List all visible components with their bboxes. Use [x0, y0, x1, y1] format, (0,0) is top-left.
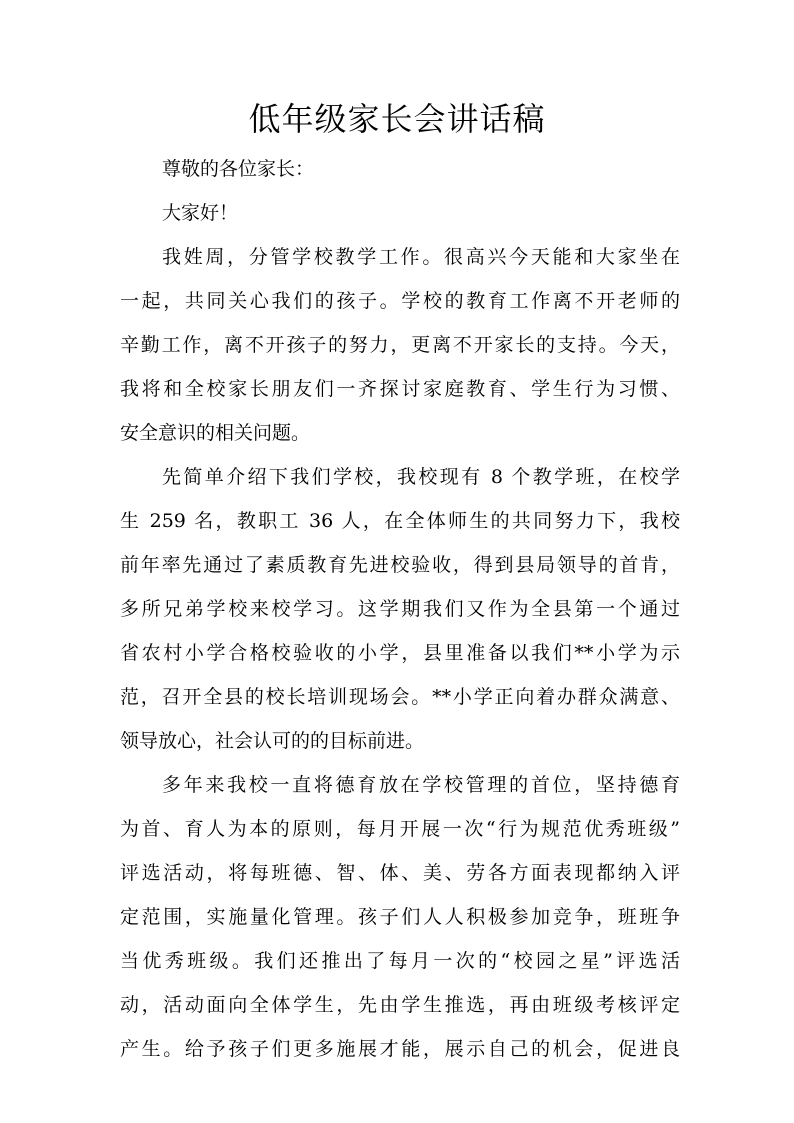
paragraph-line: 先简单介绍下我们学校，我校现有 8 个教学班，在校学: [162, 466, 680, 488]
salutation-line: 尊敬的各位家长：: [162, 158, 315, 180]
paragraph-line: 生 259 名，教职工 36 人，在全体师生的共同努力下，我校: [120, 510, 680, 532]
paragraph-line: 省农村小学合格校验收的小学，县里准备以我们**小学为示: [120, 642, 680, 664]
paragraph-line: 我姓周，分管学校教学工作。很高兴今天能和大家坐在: [162, 246, 680, 268]
document-title: 低年级家长会讲话稿: [248, 100, 546, 138]
paragraph-line: 评选活动，将每班德、智、体、美、劳各方面表现都纳入评: [120, 862, 680, 884]
paragraph-line: 多所兄弟学校来校学习。这学期我们又作为全县第一个通过: [120, 598, 680, 620]
paragraph-line: 安全意识的相关问题。: [120, 422, 311, 444]
paragraph-line: 辛勤工作，离不开孩子的努力，更离不开家长的支持。今天，: [120, 334, 680, 356]
paragraph-line: 一起，共同关心我们的孩子。学校的教育工作离不开老师的: [120, 290, 680, 312]
paragraph-line: 动，活动面向全体学生，先由学生推选，再由班级考核评定: [120, 994, 680, 1016]
paragraph-line: 多年来我校一直将德育放在学校管理的首位，坚持德育: [162, 774, 680, 796]
paragraph-line: 前年率先通过了素质教育先进校验收，得到县局领导的首肯，: [120, 554, 680, 576]
paragraph-line: 产生。给予孩子们更多施展才能，展示自己的机会，促进良: [120, 1038, 680, 1060]
greeting-line: 大家好！: [162, 202, 239, 224]
paragraph-line: 为首、育人为本的原则，每月开展一次“行为规范优秀班级”: [120, 818, 680, 840]
paragraph-line: 领导放心，社会认可的的目标前进。: [120, 730, 425, 752]
paragraph-line: 范，召开全县的校长培训现场会。**小学正向着办群众满意、: [120, 686, 680, 708]
paragraph-line: 定范围，实施量化管理。孩子们人人积极参加竞争，班班争: [120, 906, 680, 928]
paragraph-line: 我将和全校家长朋友们一齐探讨家庭教育、学生行为习惯、: [120, 378, 680, 400]
paragraph-line: 当优秀班级。我们还推出了每月一次的“校园之星”评选活: [120, 950, 680, 972]
